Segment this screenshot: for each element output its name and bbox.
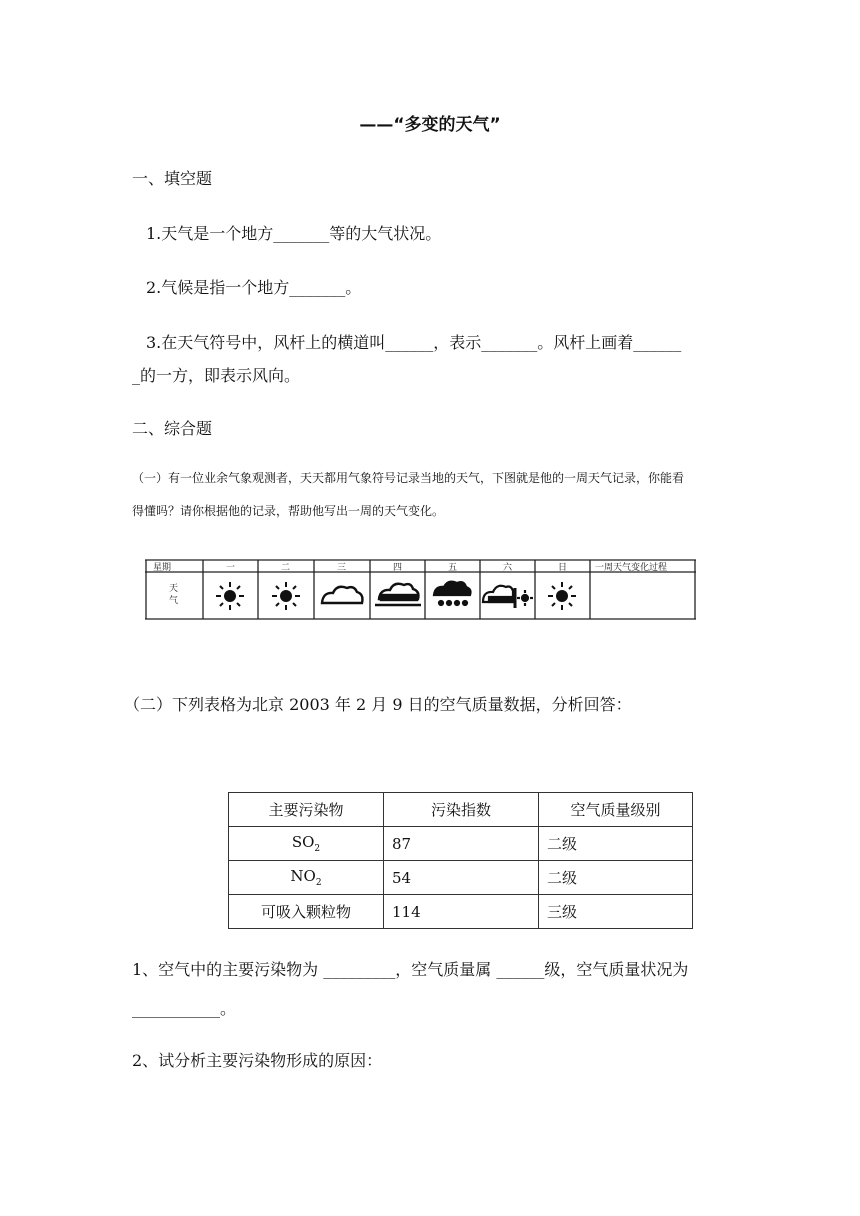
sun-icon [216, 582, 244, 610]
index-cell: 87 [384, 827, 539, 861]
question-2: 2.气候是指一个地方_______。 [146, 278, 362, 297]
cloud-icon [322, 587, 362, 603]
overcast-wind-sun-icon [483, 586, 533, 608]
table-row [229, 895, 693, 929]
question-1: 1.天气是一个地方_______等的大气状况。 [146, 224, 442, 243]
day-label-3: 三 [337, 563, 347, 573]
day-label-6: 六 [503, 563, 513, 573]
question-3-line1: 3.在天气符号中，风杆上的横道叫______，表示_______。风杆上画着______ [146, 333, 682, 352]
part2-question-2: 2、试分析主要污染物形成的原因： [132, 1051, 383, 1070]
day-label-7: 日 [558, 563, 568, 573]
air-quality-table [228, 792, 693, 929]
section1-heading: 一、填空题 [132, 169, 213, 188]
part1-intro-line2: 得懂吗？请你根据他的记录，帮助他写出一周的天气变化。 [132, 504, 445, 518]
snow-icon [434, 582, 471, 605]
day-label-2: 二 [281, 563, 291, 573]
weather-row-label-1: 天 [169, 584, 179, 594]
weather-header-label: 星期 [153, 563, 172, 573]
column-header: 主要污染物 [229, 793, 384, 827]
level-cell: 二级 [539, 861, 693, 895]
part2-question-1-line1: 1、空气中的主要污染物为 _________，空气质量属 ______级，空气质量状况为 [132, 960, 689, 979]
sun-icon [548, 582, 576, 610]
page-title: ——“多变的天气” [359, 115, 501, 135]
level-cell: 三级 [539, 895, 693, 929]
sun-icon [272, 582, 300, 610]
level-cell: 二级 [539, 827, 693, 861]
part2-question-1-line2: ___________。 [132, 999, 237, 1018]
part1-intro [132, 462, 732, 528]
part1-intro-line1: （一）有一位业余气象观测者，天天都用气象符号记录当地的天气，下图就是他的一周天气记录，你能看 [132, 471, 685, 485]
column-header: 空气质量级别 [539, 793, 693, 827]
index-cell: 54 [384, 861, 539, 895]
question-3-line2: _的一方，即表示风向。 [132, 366, 301, 385]
table-row [229, 861, 693, 895]
pollutant-cell: $NO_2$ [229, 861, 384, 895]
summary-header: 一周天气变化过程 [595, 563, 668, 573]
weather-row-label-2: 气 [169, 596, 179, 606]
weather-record-table [145, 558, 696, 621]
day-label-4: 四 [393, 563, 403, 573]
section2-heading: 二、综合题 [132, 419, 213, 438]
pollutant-cell: $SO_2$ [229, 827, 384, 861]
overcast-icon [375, 584, 421, 605]
part2-intro: （二）下列表格为北京 2003 年 2 月 9 日的空气质量数据，分析回答： [124, 695, 632, 714]
day-label-1: 一 [226, 563, 236, 573]
table-row [229, 827, 693, 861]
table-header-row [229, 793, 693, 827]
pollutant-cell: 可吸入颗粒物 [229, 895, 384, 929]
day-label-5: 五 [448, 563, 458, 573]
index-cell: 114 [384, 895, 539, 929]
column-header: 污染指数 [384, 793, 539, 827]
